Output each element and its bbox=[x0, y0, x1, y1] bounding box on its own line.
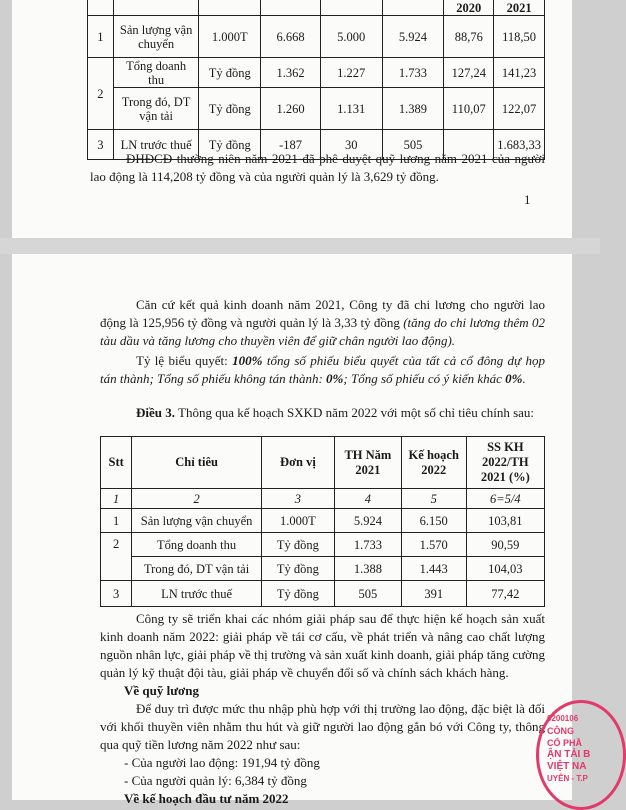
table-cell: 5.000 bbox=[320, 16, 382, 58]
table-cell: 1.733 bbox=[334, 533, 401, 557]
header-stt: Stt bbox=[101, 437, 132, 489]
table-cell: 30 bbox=[320, 130, 382, 160]
table-cell bbox=[199, 0, 261, 16]
table-cell: Tỷ đồng bbox=[199, 58, 261, 88]
table-cell: 104,03 bbox=[466, 557, 544, 581]
table-header-cell: 2020 bbox=[444, 0, 494, 16]
table-cell: 1.131 bbox=[320, 88, 382, 130]
table-row bbox=[101, 557, 545, 581]
table-cell: -187 bbox=[261, 130, 321, 160]
plan-2022-table bbox=[100, 436, 545, 607]
table-cell: LN trước thuế bbox=[113, 130, 199, 160]
table-cell: 118,50 bbox=[494, 16, 545, 58]
table-cell: 3 bbox=[261, 489, 334, 509]
table-cell: Tỷ đồng bbox=[261, 557, 334, 581]
document-page-1 bbox=[12, 0, 572, 238]
table-cell: 6.150 bbox=[401, 509, 466, 533]
header-kh-2022: Kế hoạch 2022 bbox=[401, 437, 466, 489]
table-cell: 1.570 bbox=[401, 533, 466, 557]
header-th-2021: TH Năm 2021 bbox=[334, 437, 401, 489]
table-cell: 4 bbox=[334, 489, 401, 509]
table-cell: 1.443 bbox=[401, 557, 466, 581]
table-cell: Tỷ đồng bbox=[261, 581, 334, 607]
table-index-row bbox=[101, 489, 545, 509]
company-stamp: 0200106 CÔNG CỔ PHẦ ẬN TẢI B VIỆT NA UYÊN - T.P bbox=[536, 700, 626, 810]
table-cell: 505 bbox=[382, 130, 444, 160]
table-cell: 122,07 bbox=[494, 88, 545, 130]
table-cell: 1 bbox=[101, 509, 132, 533]
table-header-cell: 2021 bbox=[494, 0, 545, 16]
table-cell: 1 bbox=[88, 16, 114, 58]
vote-ratio-paragraph: Tỷ lệ biểu quyết: 100% tổng số phiếu biểu quyết của tất cả cổ đông dự họp tán thành; Tổng số phiếu không tán thành: 0%; Tổng số phiếu có ý kiến khác 0%. bbox=[100, 353, 545, 386]
table-cell: 1 bbox=[101, 489, 132, 509]
table-cell: 88,76 bbox=[444, 16, 494, 58]
salary-2021-paragraph: ĐHĐCĐ thường niên năm 2021 đã phê duyệt quỹ lương năm 2021 của người lao động là 114,208 tỷ đồng và của người quản lý là 3,629 tỷ đồng. bbox=[90, 151, 545, 184]
table-cell: Tổng doanh thu bbox=[113, 58, 199, 88]
table-row bbox=[88, 58, 545, 88]
table-cell: Sản lượng vận chuyển bbox=[113, 16, 199, 58]
table-cell: LN trước thuế bbox=[132, 581, 262, 607]
table-row bbox=[101, 581, 545, 607]
table-row bbox=[101, 533, 545, 557]
table-cell: 2 bbox=[101, 533, 132, 581]
table-cell: 1.362 bbox=[261, 58, 321, 88]
header-chi-tieu: Chỉ tiêu bbox=[132, 437, 262, 489]
solutions-paragraph: Công ty sẽ triển khai các nhóm giải pháp sau để thực hiện kế hoạch sản xuất kinh doanh năm 2022: giải pháp về tái cơ cấu, về phát triển và nâng cao chất lượng nguồn nhân lực, giải pháp về thị trường và sản xuất kinh doanh, giải pháp tăng cường quản lý kỹ thuật đội tàu, giải pháp về chuyển đổi số và chính sách khách hàng. bbox=[100, 611, 546, 680]
table-cell: 391 bbox=[401, 581, 466, 607]
table-row bbox=[88, 88, 545, 130]
table-cell: 141,23 bbox=[494, 58, 545, 88]
table-cell: 2 bbox=[132, 489, 262, 509]
page-number: 1 bbox=[524, 192, 531, 207]
table-cell: 103,81 bbox=[466, 509, 544, 533]
table-cell: Tỷ đồng bbox=[261, 533, 334, 557]
table-cell: 1.683,33 bbox=[494, 130, 545, 160]
table-cell: 5.924 bbox=[334, 509, 401, 533]
table-cell: 6=5/4 bbox=[466, 489, 544, 509]
table-cell: Trong đó, DT vận tải bbox=[113, 88, 199, 130]
page-gap bbox=[0, 238, 600, 254]
table-row bbox=[88, 16, 545, 58]
salary-heading: Về quỹ lương bbox=[124, 683, 199, 698]
table-cell: 1.733 bbox=[382, 58, 444, 88]
table-cell: Tỷ đồng bbox=[199, 130, 261, 160]
salary-2022-paragraph: Để duy trì được mức thu nhập phù hợp với thị trường lao động, đặc biệt là đối với khối thuyền viên nhằm thu hút và giữ người lao động gắn bó với Công ty, thông qua quỹ tiền lương năm 2022 như sau: bbox=[100, 701, 545, 752]
table-cell: 127,24 bbox=[444, 58, 494, 88]
table-cell: 1.388 bbox=[334, 557, 401, 581]
table-cell: 110,07 bbox=[444, 88, 494, 130]
table-cell: 90,59 bbox=[466, 533, 544, 557]
header-ss: SS KH 2022/TH 2021 (%) bbox=[466, 437, 544, 489]
table-cell: 1.000T bbox=[261, 509, 334, 533]
table-cell bbox=[88, 0, 114, 16]
table-cell: 5 bbox=[401, 489, 466, 509]
table-cell: 1.227 bbox=[320, 58, 382, 88]
table-cell: 77,42 bbox=[466, 581, 544, 607]
table-cell: 1.000T bbox=[199, 16, 261, 58]
table-cell bbox=[113, 0, 199, 16]
table-row bbox=[101, 509, 545, 533]
salary-2021-result-paragraph: Căn cứ kết quả kinh doanh năm 2021, Công ty đã chi lương cho người lao động là 125,956 tỷ đồng và người quản lý là 3,33 tỷ đồng (tăng do chi lương thêm 02 tàu dầu và tăng lương cho thuyền viên để giữ chân người lao động). bbox=[100, 297, 546, 348]
table-cell: Tỷ đồng bbox=[199, 88, 261, 130]
investment-heading: Về kế hoạch đầu tư năm 2022 bbox=[124, 791, 289, 806]
table-cell: 6.668 bbox=[261, 16, 321, 58]
salary-bullet-managers: - Của người quản lý: 6,384 tỷ đồng bbox=[124, 773, 307, 788]
table-cell: 505 bbox=[334, 581, 401, 607]
article-3-paragraph: Điều 3. Thông qua kế hoạch SXKD năm 2022 với một số chỉ tiêu chính sau: bbox=[136, 405, 535, 420]
table-cell: 5.924 bbox=[382, 16, 444, 58]
table-cell: 1.260 bbox=[261, 88, 321, 130]
table-cell: Trong đó, DT vận tải bbox=[132, 557, 262, 581]
results-2021-table bbox=[87, 0, 545, 160]
table-cell: 1.389 bbox=[382, 88, 444, 130]
table-cell: 3 bbox=[101, 581, 132, 607]
table-cell bbox=[320, 0, 382, 16]
table-cell: 2 bbox=[88, 58, 114, 130]
header-don-vi: Đơn vị bbox=[261, 437, 334, 489]
table-header-row bbox=[88, 0, 545, 16]
salary-bullet-workers: - Của người lao động: 191,94 tỷ đồng bbox=[124, 755, 320, 770]
table-cell bbox=[261, 0, 321, 16]
table-cell: 3 bbox=[88, 130, 114, 160]
table-cell bbox=[382, 0, 444, 16]
document-page-2 bbox=[12, 254, 572, 806]
table-cell: Tổng doanh thu bbox=[132, 533, 262, 557]
table-cell: Sản lượng vận chuyển bbox=[132, 509, 262, 533]
table-header-row bbox=[101, 437, 545, 489]
